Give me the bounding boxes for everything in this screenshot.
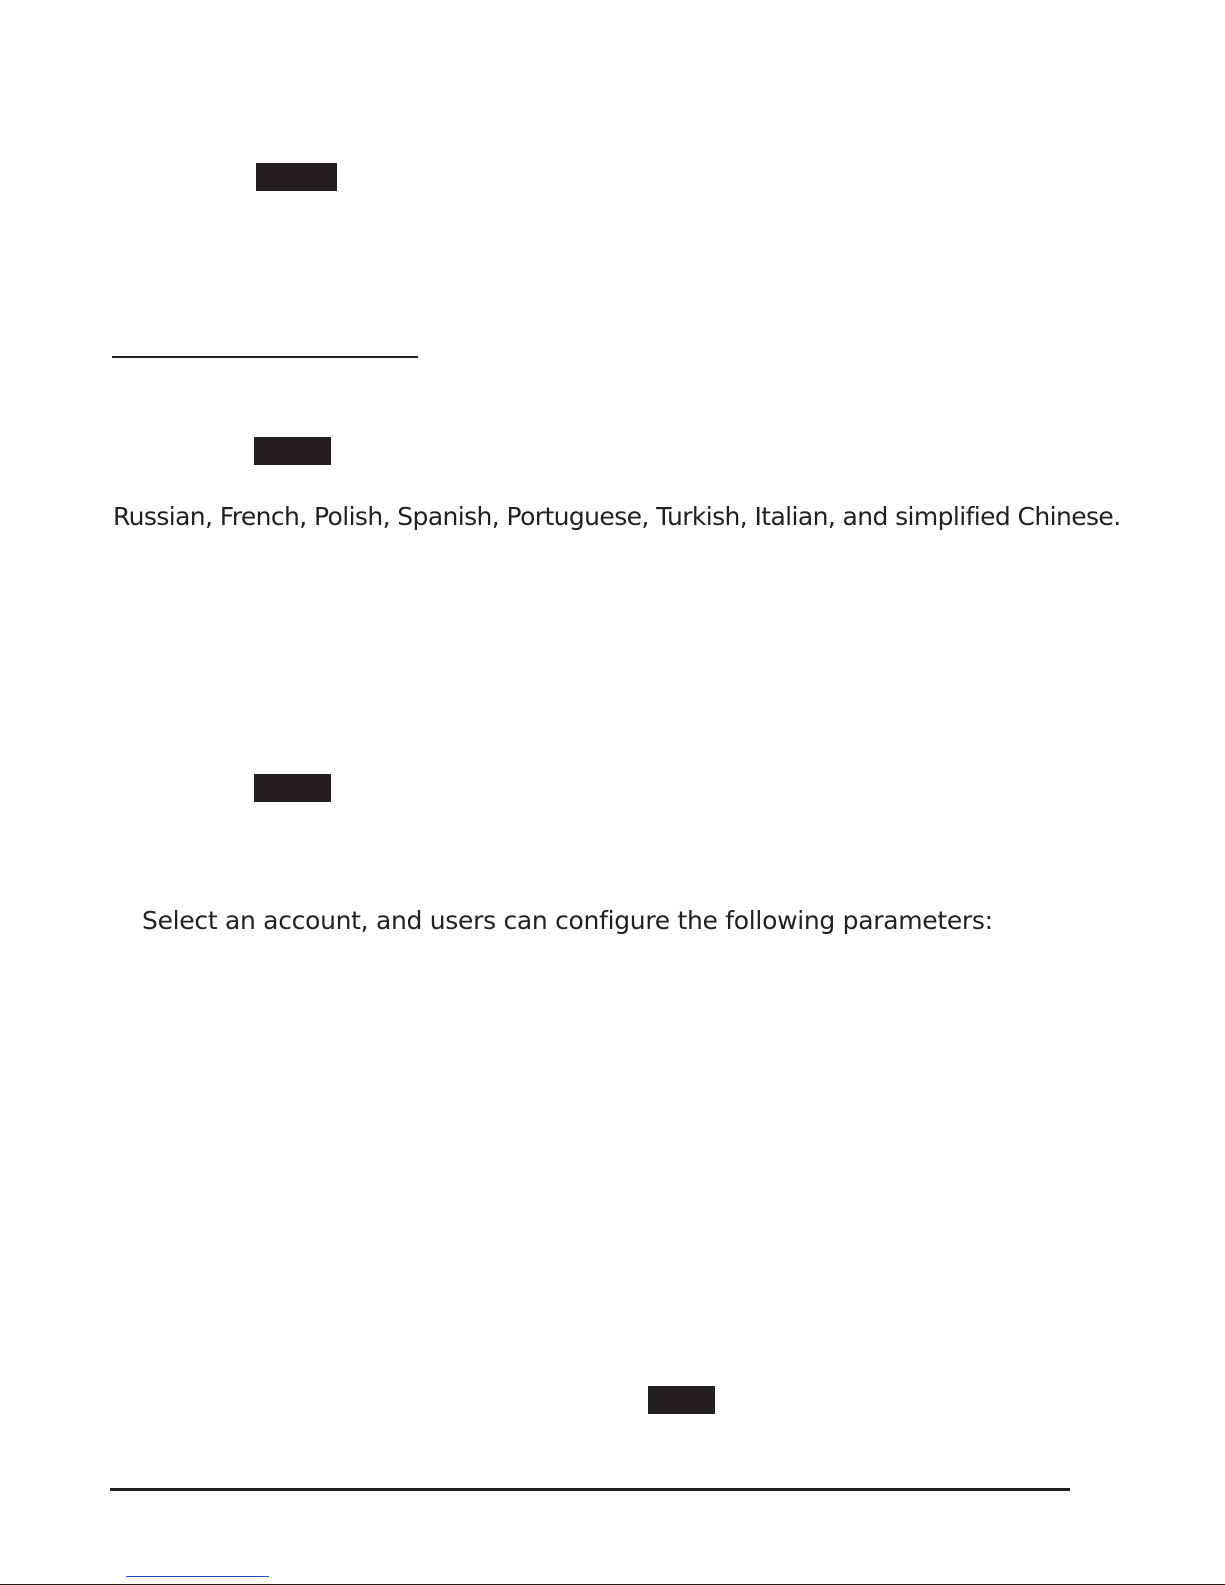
redaction-block-2 <box>254 437 331 465</box>
account-sentence: Select an account, and users can configure the following parameters: <box>142 906 993 935</box>
section-heading-underline <box>112 356 418 358</box>
footer-link-underline[interactable] <box>126 1576 269 1577</box>
redaction-block-4 <box>648 1386 715 1414</box>
footer-rule <box>110 1488 1070 1491</box>
redaction-block-1 <box>256 163 337 191</box>
languages-sentence: Russian, French, Polish, Spanish, Portuguese, Turkish, Italian, and simplified Chinese. <box>113 502 1121 531</box>
redaction-block-3 <box>254 774 331 802</box>
